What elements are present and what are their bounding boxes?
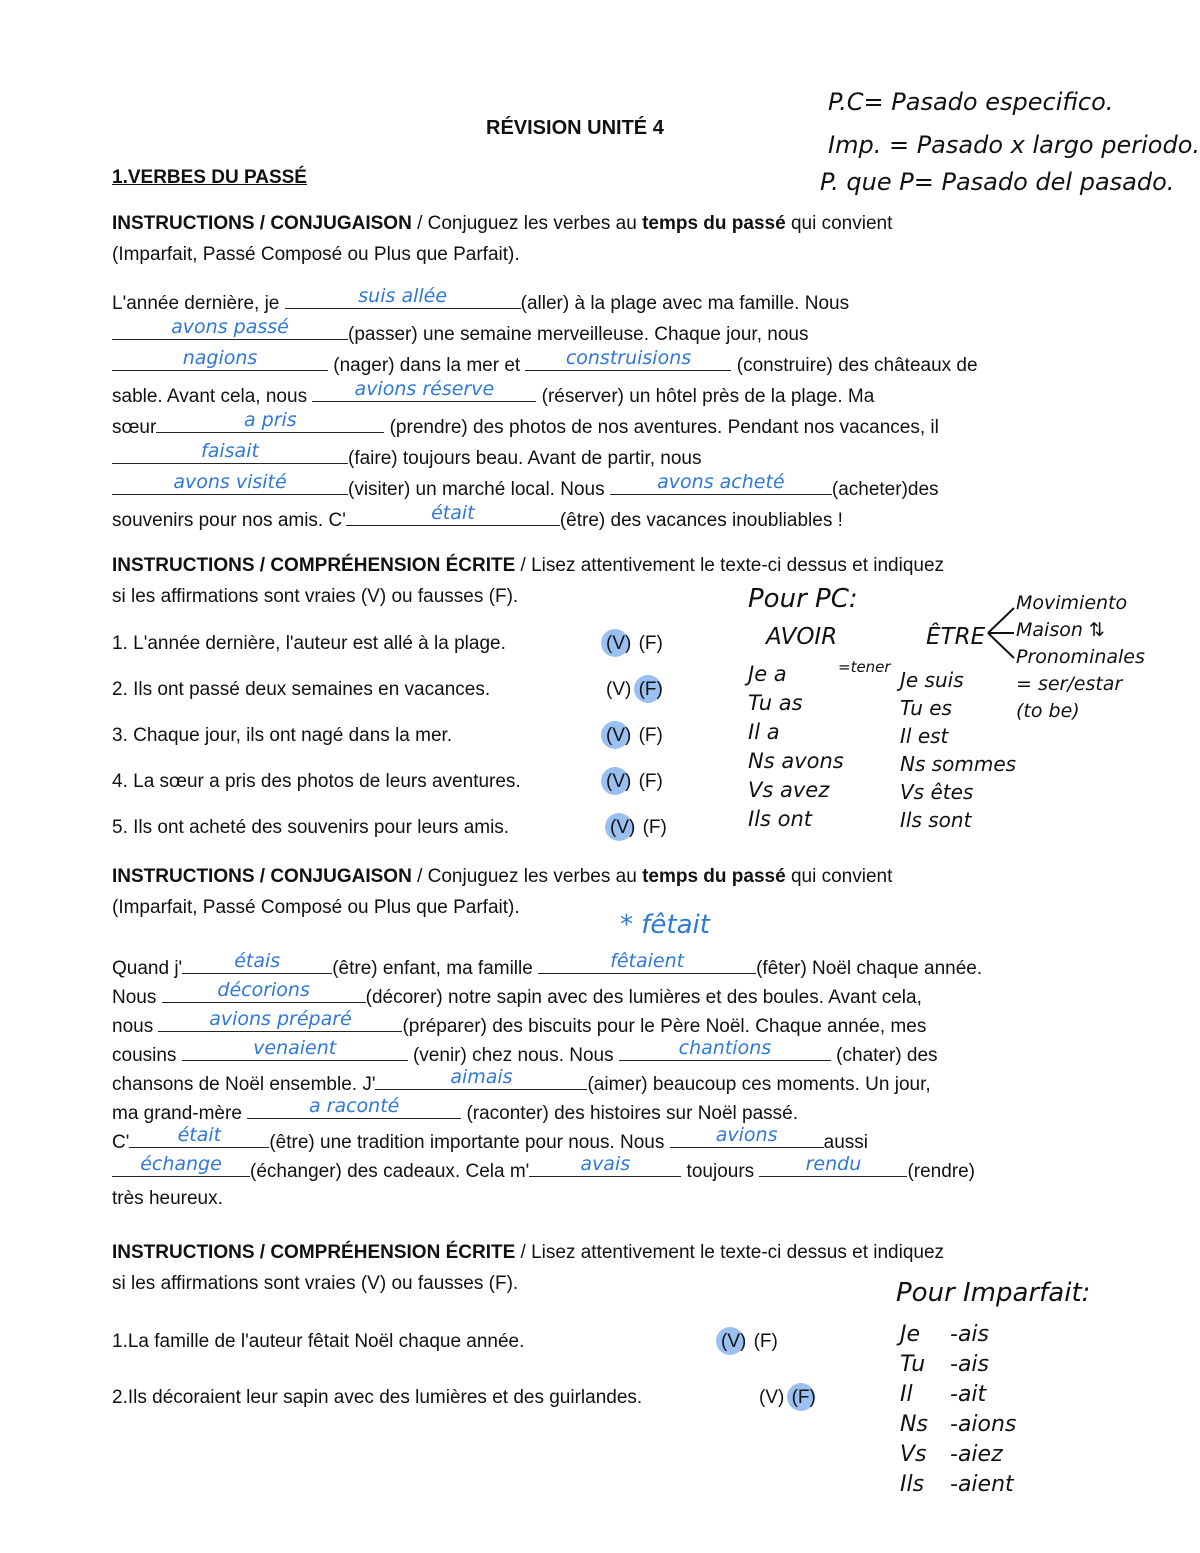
note-row: Maison ⇅ — [1016, 619, 1105, 641]
page-title: RÉVISION UNITÉ 4 — [486, 117, 664, 139]
note-row: Il a — [748, 720, 780, 744]
answer-blank[interactable]: aimais — [375, 1067, 587, 1090]
instructions-conjugaison-2-line2: (Imparfait, Passé Composé ou Plus que Parfait). — [112, 897, 520, 918]
ending: -aiez — [950, 1442, 1003, 1467]
answer-blank[interactable]: avons passé — [112, 317, 348, 340]
ending: -ais — [950, 1322, 989, 1347]
option-faux[interactable]: (F) — [753, 1331, 778, 1352]
note-row: Je a — [748, 662, 787, 686]
quiz-question: 2. Ils ont passé deux semaines en vacances. — [112, 679, 491, 700]
option-vrai[interactable]: (V) — [759, 1387, 785, 1408]
quiz-options — [758, 1384, 817, 1412]
note-row: Je suis — [900, 668, 964, 692]
worksheet-page: RÉVISION UNITÉ 4 1.VERBES DU PASSÉ P.C= Pasado especifico. Imp. = Pasado x largo periodo. P. que P= Pasado del pasado. INSTRUCTIONS / CONJUGAISON / Conjuguez les verbes au temps du passé qui convient (Imparfait, Passé Composé ou Plus que Parfait). L'année dernière, je suis allée (aller) à la plage avec ma famille. Nous avons passé (passer) une semaine merveilleuse. Chaque jour, nous nagions (nager) dans la mer et construisions (construire) des châteaux de sable. Avant cela, nous avions réserve (réserver) un hôtel près de la plage. Ma sœur a pris (prendre) des photos de nos aventures. Pendant nos vacances, il faisait (faire) toujours beau. Avant de partir, nous avons visité (visiter) un marché local. Nous avons acheté (acheter)des souvenirs pour nos amis. C' était (être) des vacances inoubliables ! INSTRUCTIONS / COMPRÉHENSION ÉCRITE / Lisez attentivement le texte-ci dessus et indiquez si les affirmations sont vraies (V) ou fausses (F). 1. L'année dernière, l'auteur est allé à la plage. (V) (F) 2. Ils ont passé deux semaines en vacances. (V) (F) 3. Chaque jour, ils ont nagé dans la mer. (V) (F) 4. La sœur a pris des photos de leurs aventures. (V) (F) 5. Ils ont acheté des souvenirs pour leurs amis. (V) (F) Pour PC: AVOIR ÊTRE =tener Je a Tu as Il a Ns avons Vs avez Ils ont Je suis Tu es Il est Ns sommes Vs êtes Ils sont Movimiento Maison ⇅ Pronominales = ser/estar (to be) INSTRUCTIONS / CONJUGAISON / Conjuguez les verbes au temps du passé qui convient (Imparfait, Passé Composé ou Plus que Parfait). * fêtait Quand j' étais (être) enfant, ma famille fêtaient (fêter) Noël chaque année. Nous décorions (décorer) notre sapin avec des lumières et des boules. Avant cela, nous avions préparé (préparer) des biscuits pour le Père Noël. Chaque année, mes cousins venaient (venir) chez nous. Nous chantions (chater) des chansons de Noël ensemble. J' aimais (aimer) beaucoup ces moments. Un jour, ma grand-mère a raconté (raconter) des histoires sur Noël passé. C' était (être) une tradition importante pour nous. Nous avions aussi échange (échanger) des cadeaux. Cela m' avais toujours rendu (rendre) très heureux. INSTRUCTIONS / COMPRÉHENSION ÉCRITE / Lisez attentivement le texte-ci dessus et indiquez si les affirmations sont vraies (V) ou fausses (F). 1.La famille de l'auteur fêtait Noël chaque année. (V) (F) 2.Ils décoraient leur sapin avec des lumières et des guirlandes. (V) (F) Pour Imparfait: Je -ais Tu -ais Il -ait Ns -aions Vs -aiez Ils -aient — [112, 88, 1200, 1497]
answer-blank[interactable]: chantions — [619, 1038, 831, 1061]
section-heading: 1.VERBES DU PASSÉ — [112, 167, 307, 188]
note-row: Pronominales — [1016, 646, 1145, 668]
option-faux[interactable]: (F) — [791, 1384, 817, 1412]
option-faux[interactable]: (F) — [642, 817, 667, 838]
answer-blank[interactable]: échange — [112, 1154, 250, 1177]
note-row: Ils ont — [748, 807, 813, 831]
quiz-question: 2.Ils décoraient leur sapin avec des lumières et des guirlandes. — [112, 1387, 643, 1408]
instructions-comprehension-2: INSTRUCTIONS / COMPRÉHENSION ÉCRITE / Lisez attentivement le texte-ci dessus et indiquez — [112, 1242, 945, 1263]
quiz-options — [720, 1328, 779, 1356]
pronoun: Je — [900, 1322, 921, 1347]
answer-blank[interactable]: construisions — [525, 348, 731, 371]
pronoun: Ils — [900, 1472, 925, 1497]
quiz-options — [605, 768, 664, 796]
quiz-question: 3. Chaque jour, ils ont nagé dans la mer. — [112, 725, 453, 746]
correction-note: * fêtait — [620, 910, 710, 940]
option-vrai[interactable]: (V) — [605, 768, 632, 796]
instructions-conjugaison-2: INSTRUCTIONS / CONJUGAISON / Conjuguez les verbes au temps du passé qui convient — [112, 866, 893, 887]
quiz-question: 1.La famille de l'auteur fêtait Noël chaque année. — [112, 1331, 525, 1352]
answer-blank[interactable]: avons visité — [112, 472, 348, 495]
note-row: Ns avons — [748, 749, 844, 773]
answer-blank[interactable]: avions réserve — [312, 379, 536, 402]
answer-blank[interactable]: suis allée — [285, 286, 521, 309]
answer-blank[interactable]: avons acheté — [610, 472, 832, 495]
answer-blank[interactable]: fêtaient — [538, 951, 756, 974]
option-faux[interactable]: (F) — [638, 771, 663, 792]
option-vrai[interactable]: (V) — [720, 1328, 747, 1356]
answer-blank[interactable]: était — [129, 1125, 269, 1148]
answer-blank[interactable]: nagions — [112, 348, 328, 371]
margin-note-line2: Imp. = Pasado x largo periodo. — [828, 131, 1200, 159]
note-row: Ils sont — [900, 808, 972, 832]
answer-blank[interactable]: étais — [182, 951, 332, 974]
option-faux[interactable]: (F) — [638, 725, 663, 746]
note-row: Ns sommes — [900, 752, 1017, 776]
quiz-options — [605, 630, 664, 658]
instructions-conjugaison-1: INSTRUCTIONS / CONJUGAISON / Conjuguez les verbes au temps du passé qui convient — [112, 213, 893, 234]
margin-note-line3: P. que P= Pasado del pasado. — [820, 168, 1175, 196]
quiz-options — [605, 722, 664, 750]
answer-blank[interactable]: a raconté — [247, 1096, 461, 1119]
answer-blank[interactable]: avais — [529, 1154, 681, 1177]
bracket-lines — [984, 600, 1020, 666]
note-row: (to be) — [1016, 700, 1080, 722]
instructions-comprehension-1: INSTRUCTIONS / COMPRÉHENSION ÉCRITE / Lisez attentivement le texte-ci dessus et indiquez — [112, 555, 945, 576]
answer-blank[interactable]: rendu — [759, 1154, 907, 1177]
quiz-options — [605, 676, 664, 704]
answer-blank[interactable]: avions — [670, 1125, 824, 1148]
note-row: Tu es — [900, 696, 952, 720]
quiz-question: 1. L'année dernière, l'auteur est allé à la plage. — [112, 633, 506, 654]
instructions-conjugaison-1-line2: (Imparfait, Passé Composé ou Plus que Parfait). — [112, 244, 520, 265]
quiz-options — [609, 814, 668, 842]
option-faux[interactable]: (F) — [638, 676, 664, 704]
answer-blank[interactable]: avions préparé — [158, 1009, 402, 1032]
instructions-comprehension-1-line2: si les affirmations sont vraies (V) ou fausses (F). — [112, 586, 519, 607]
answer-blank[interactable]: décorions — [162, 980, 366, 1003]
note-row: Il est — [900, 724, 949, 748]
answer-blank[interactable]: a pris — [156, 410, 384, 433]
pronoun: Il — [900, 1382, 913, 1407]
note-row: Vs avez — [748, 778, 830, 802]
quiz-question: 4. La sœur a pris des photos de leurs aventures. — [112, 771, 521, 792]
option-vrai[interactable]: (V) — [605, 630, 632, 658]
note-row: Vs êtes — [900, 780, 974, 804]
ending: -aient — [950, 1472, 1014, 1497]
ending: -ait — [950, 1382, 987, 1407]
ending: -aions — [950, 1412, 1017, 1437]
answer-blank[interactable]: faisait — [112, 441, 348, 464]
note-row: = ser/estar — [1016, 673, 1123, 695]
option-vrai[interactable]: (V) — [609, 814, 636, 842]
quiz-question: 5. Ils ont acheté des souvenirs pour leurs amis. — [112, 817, 510, 838]
answer-blank[interactable]: venaient — [182, 1038, 408, 1061]
pronoun: Vs — [900, 1442, 927, 1467]
instructions-comprehension-2-line2: si les affirmations sont vraies (V) ou fausses (F). — [112, 1273, 519, 1294]
pronoun: Ns — [900, 1412, 928, 1437]
margin-note-line1: P.C= Pasado especifico. — [828, 88, 1114, 116]
note-row: Tu as — [748, 691, 803, 715]
option-faux[interactable]: (F) — [638, 633, 663, 654]
answer-blank[interactable]: était — [346, 503, 560, 526]
note-row: Movimiento — [1016, 592, 1128, 614]
pronoun: Tu — [900, 1352, 926, 1377]
ending: -ais — [950, 1352, 989, 1377]
option-vrai[interactable]: (V) — [605, 722, 632, 750]
option-vrai[interactable]: (V) — [606, 679, 632, 700]
